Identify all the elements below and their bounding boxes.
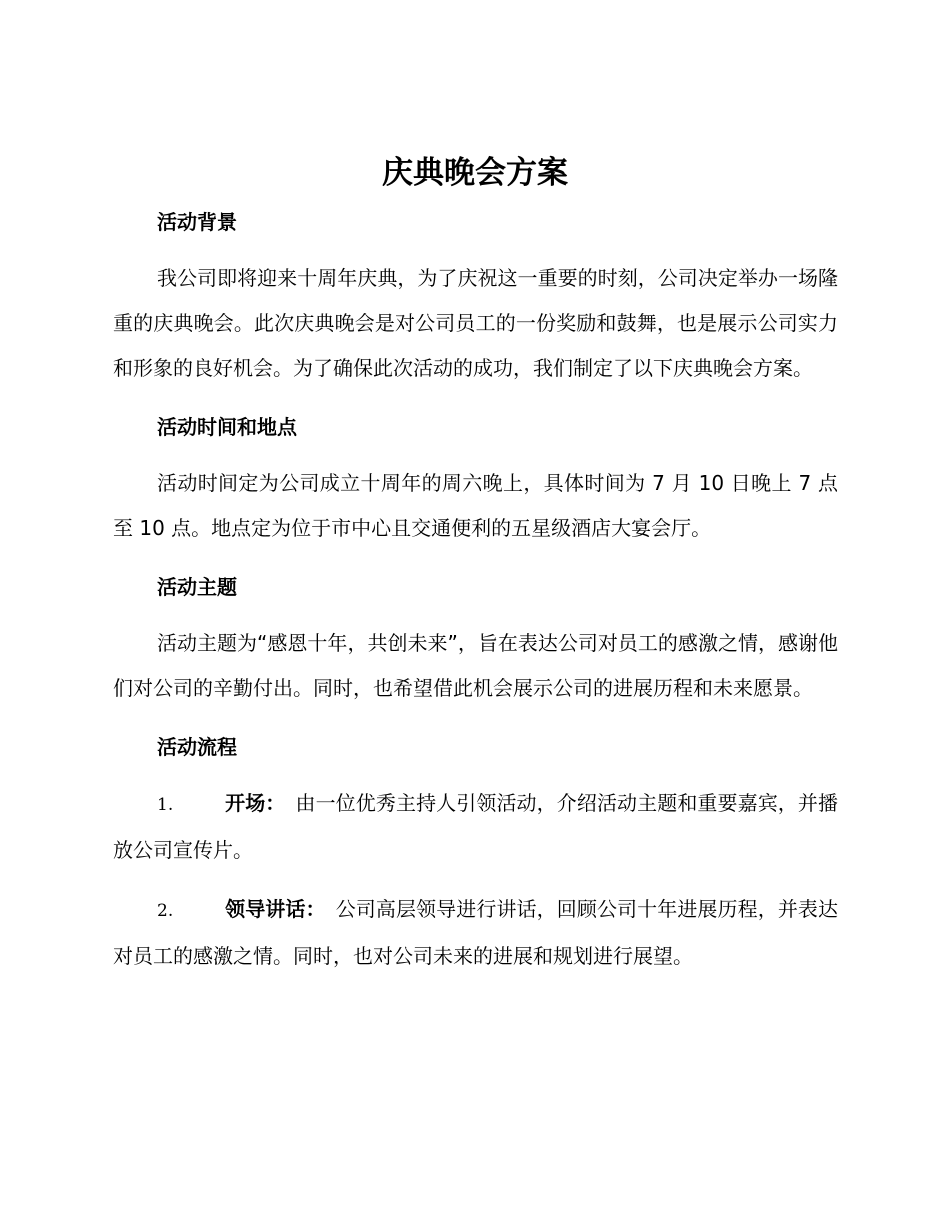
list-label: 领导讲话：: [225, 897, 326, 921]
section-process: [113, 725, 838, 979]
section-paragraph: 我公司即将迎来十周年庆典，为了庆祝这一重要的时刻，公司决定举办一场隆重的庆典晚会。此次庆典晚会是对公司员工的一份奖励和鼓舞，也是展示公司实力和形象的良好机会。为了确保此次活动的成功，我们制定了以下庆典晚会方案。: [113, 266, 838, 380]
list-number: 1.: [157, 795, 174, 815]
section-theme: [113, 565, 838, 711]
section-heading: 活动主题: [157, 575, 237, 599]
section-time-location: [113, 405, 838, 551]
document-title: 庆典晚会方案: [382, 155, 568, 191]
list-text: 公司高层领导进行讲话，回顾公司十年进展历程，并表达对员工的感激之情。同时，也对公司未来的进展和规划进行展望。: [113, 897, 839, 968]
list-item: [113, 887, 838, 979]
list-item: [113, 781, 838, 873]
document-body: [113, 200, 838, 993]
section-heading: 活动流程: [157, 735, 237, 759]
list-label: 开场：: [225, 791, 286, 815]
list-text: 由一位优秀主持人引领活动，介绍活动主题和重要嘉宾，并播放公司宣传片。: [113, 791, 839, 862]
section-paragraph: 活动时间定为公司成立十周年的周六晚上，具体时间为 7 月 10 日晚上 7 点至 10 点。地点定为位于市中心且交通便利的五星级酒店大宴会厅。: [113, 471, 838, 540]
section-background: [113, 200, 838, 391]
section-heading: 活动背景: [157, 210, 237, 234]
section-heading: 活动时间和地点: [157, 415, 297, 439]
list-number: 2.: [157, 901, 174, 921]
section-paragraph: 活动主题为“感恩十年，共创未来”，旨在表达公司对员工的感激之情，感谢他们对公司的辛勤付出。同时，也希望借此机会展示公司的进展历程和未来愿景。: [113, 631, 838, 700]
